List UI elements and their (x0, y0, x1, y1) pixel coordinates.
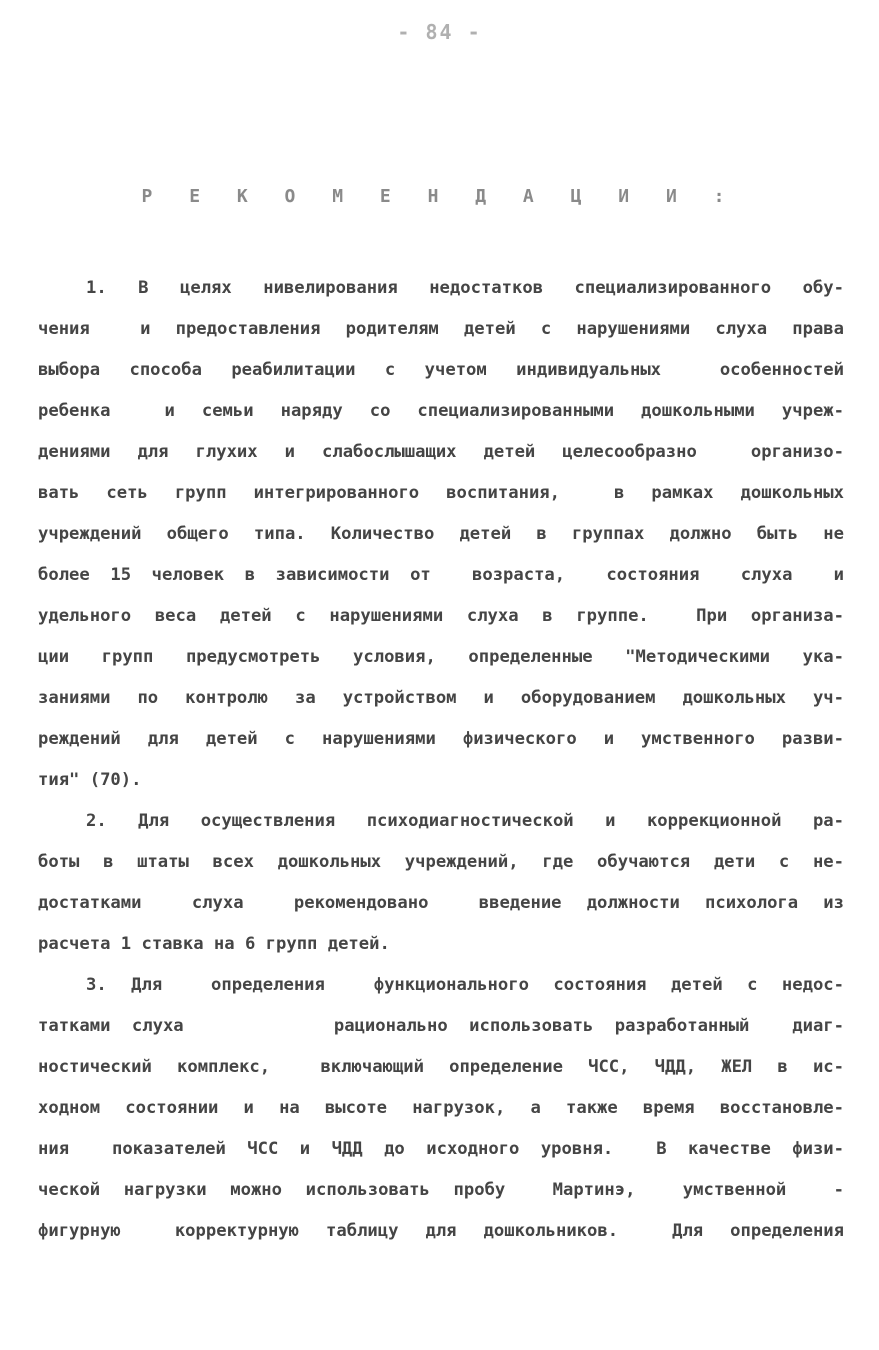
text-line: 3. Для определения функционального состояния детей с недос- (86, 975, 844, 995)
text-line: более 15 человек в зависимости от возраста, состояния слуха и (38, 565, 844, 585)
text-line: учреждений общего типа. Количество детей в группах должно быть не (38, 524, 844, 544)
text-line: заниями по контролю за устройством и оборудованием дошкольных уч- (38, 688, 844, 708)
text-line: 2. Для осуществления психодиагностической и коррекционной ра- (86, 811, 844, 831)
text-line: дениями для глухих и слабослышащих детей целесообразно организо- (38, 442, 844, 462)
page-number: - 84 - (397, 20, 482, 44)
text-line: ребенка и семьи наряду со специализированными дошкольными учреж- (38, 401, 844, 421)
heading: Р Е К О М Е Н Д А Ц И И : (141, 186, 738, 207)
text-line: расчета 1 ставка на 6 групп детей. (38, 934, 390, 954)
text-line: ходном состоянии и на высоте нагрузок, а также время восстановле- (38, 1098, 844, 1118)
text-line: удельного веса детей с нарушениями слуха в группе. При организа- (38, 606, 844, 626)
text-line: татками слуха рационально использовать разработанный диаг- (38, 1016, 844, 1036)
text-line: ностический комплекс, включающий определение ЧСС, ЧДД, ЖЕЛ в ис- (38, 1057, 844, 1077)
text-line: боты в штаты всех дошкольных учреждений, где обучаются дети с не- (38, 852, 844, 872)
text-line: достатками слуха рекомендовано введение должности психолога из (38, 893, 844, 913)
text-line: ции групп предусмотреть условия, определенные "Методическими ука- (38, 647, 844, 667)
text-line: 1. В целях нивелирования недостатков специализированного обу- (86, 278, 844, 298)
text-line: реждений для детей с нарушениями физического и умственного разви- (38, 729, 844, 749)
text-line: вать сеть групп интегрированного воспитания, в рамках дошкольных (38, 483, 844, 503)
text-line: ческой нагрузки можно использовать пробу Мартинэ, умственной - (38, 1180, 844, 1200)
text-line: фигурную корректурную таблицу для дошкольников. Для определения (38, 1221, 844, 1241)
text-line: ния показателей ЧСС и ЧДД до исходного уровня. В качестве физи- (38, 1139, 844, 1159)
text-line: тия" (70). (38, 770, 142, 790)
body-text (38, 268, 844, 1252)
text-line: выбора способа реабилитации с учетом индивидуальных особенностей (38, 360, 844, 380)
text-line: чения и предоставления родителям детей с нарушениями слуха права (38, 319, 844, 339)
